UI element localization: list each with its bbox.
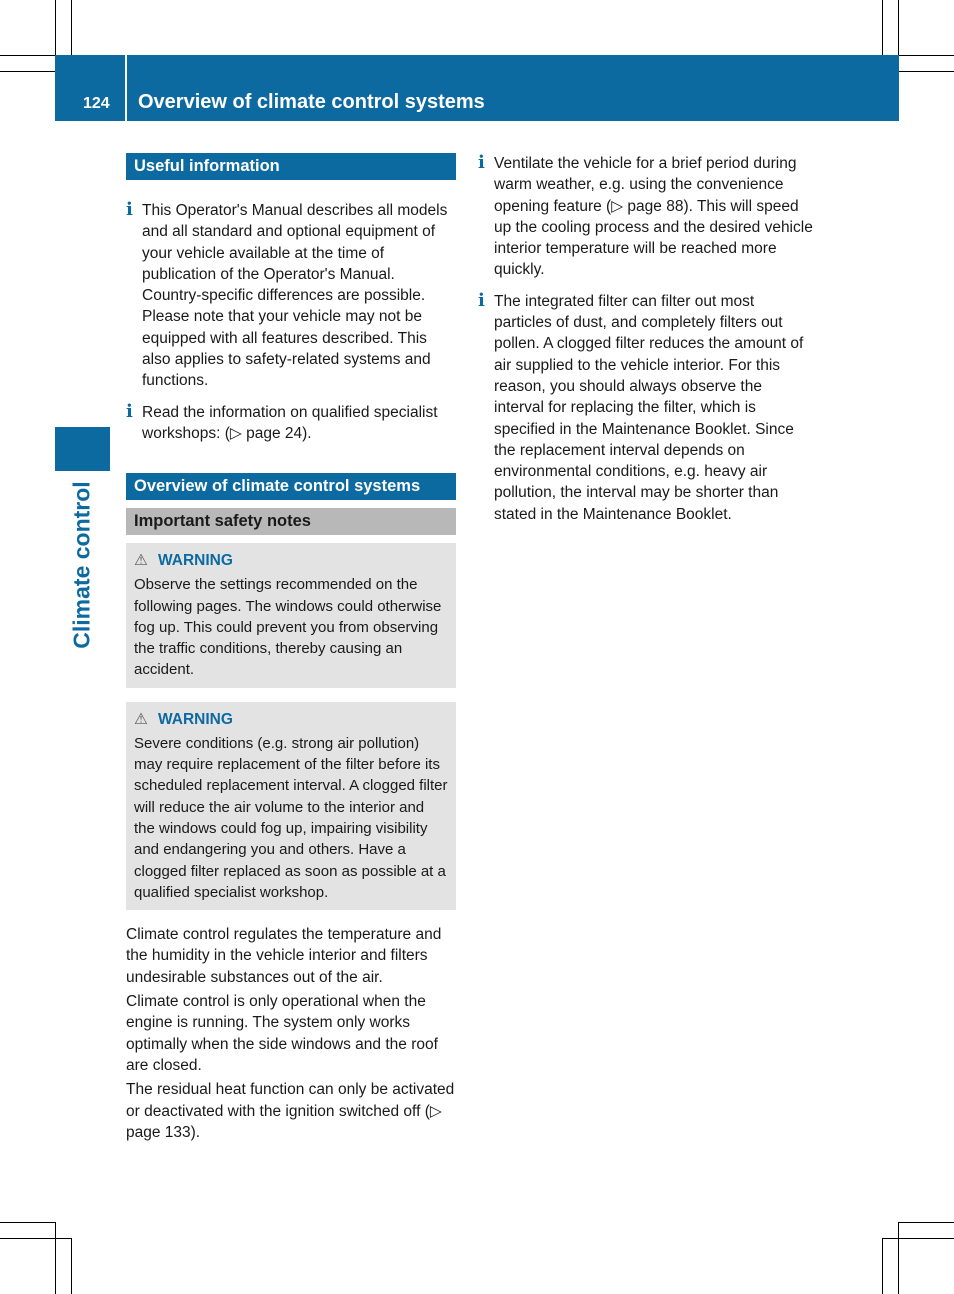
useful-info-heading: Useful information — [126, 153, 456, 180]
warning-triangle-icon: ⚠ — [134, 710, 148, 728]
page-title: Overview of climate control systems — [138, 91, 485, 113]
warning-heading — [134, 707, 448, 733]
warning-heading — [134, 548, 448, 574]
warning-title: WARNING — [158, 552, 233, 570]
crop-mark — [899, 71, 954, 72]
page-header — [55, 55, 899, 121]
crop-mark — [898, 0, 899, 55]
info-text: The integrated filter can filter out most particles of dust, and completely filters out pollen. A clogged filter reduces the amount of air supplied to the vehicle interior. For this reason, you should always observe the interval for replacing the filter, which is specified in the Maintenance Booklet. Since the replacement interval depends on environmental conditions, e.g. heavy air pollution, the interval may be shorter than stated in the Maintenance Booklet. — [494, 292, 804, 523]
crop-mark — [55, 1222, 56, 1294]
info-icon: i — [478, 289, 485, 311]
info-icon: i — [126, 400, 133, 422]
crop-mark — [71, 1238, 72, 1294]
info-note — [478, 153, 814, 281]
info-text: This Operator's Manual describes all models and all standard and optional equipment of your vehicle available at the time of publication of the Operator's Manual. Country-specific differences are possible. Please note that your vehicle may not be equipped with all features described. This also applies to safety-related systems and functions. — [142, 202, 448, 390]
info-note — [126, 402, 456, 445]
crop-mark — [882, 0, 883, 55]
body-paragraph: Climate control is only operational when the engine is running. The system only works optimally when the side windows and the roof are closed. — [126, 993, 438, 1074]
crop-mark — [0, 55, 55, 56]
crop-mark — [0, 1222, 55, 1223]
overview-heading: Overview of climate control systems — [126, 473, 456, 500]
crop-mark — [882, 1238, 954, 1239]
warning-triangle-icon: ⚠ — [134, 552, 148, 570]
crop-mark — [899, 55, 954, 56]
warning-text: Observe the settings recommended on the following pages. The windows could otherwise fog up. This could prevent you from observing the traffic conditions, thereby causing an accident. — [134, 576, 442, 679]
crop-mark — [882, 1238, 883, 1294]
warning-text: Severe conditions (e.g. strong air pollution) may require replacement of the filter before its scheduled replacement interval. A clogged filter will reduce the air volume to the interior and the windows could fog up, impairing visibility and endangering you and others. Have a clogged filter replaced as soon as possible at a qualified specialist workshop. — [134, 734, 448, 901]
safety-notes-heading: Important safety notes — [126, 508, 456, 535]
page-number: 124 — [83, 95, 110, 112]
info-text: Ventilate the vehicle for a brief period during warm weather, e.g. using the convenience opening feature (▷ page 88). This will speed up the cooling process and the desired vehicle interior temperature will be reached more quickly. — [494, 155, 813, 279]
info-icon: i — [126, 199, 133, 220]
crop-mark — [71, 0, 72, 55]
info-icon: i — [478, 152, 485, 173]
warning-title: WARNING — [158, 710, 233, 728]
section-tab-marker — [55, 427, 110, 471]
info-text: Read the information on qualified specialist workshops: (▷ page 24). — [142, 403, 438, 442]
body-paragraph: The residual heat function can only be activated or deactivated with the ignition switched off (▷ page 133). — [126, 1081, 455, 1141]
crop-mark — [0, 71, 55, 72]
crop-mark — [55, 0, 56, 55]
warning-box — [126, 702, 456, 910]
info-note — [126, 200, 456, 392]
warning-box — [126, 543, 456, 687]
side-section-label: Climate control — [68, 481, 95, 649]
crop-mark — [0, 1238, 71, 1239]
page-number-box — [55, 55, 127, 121]
body-paragraph: Climate control regulates the temperature and the humidity in the vehicle interior and filters undesirable substances out of the air. — [126, 926, 442, 986]
crop-mark — [898, 1222, 899, 1294]
left-column — [126, 153, 456, 1143]
info-note — [478, 291, 814, 525]
crop-mark — [899, 1222, 954, 1223]
right-column — [478, 153, 814, 525]
